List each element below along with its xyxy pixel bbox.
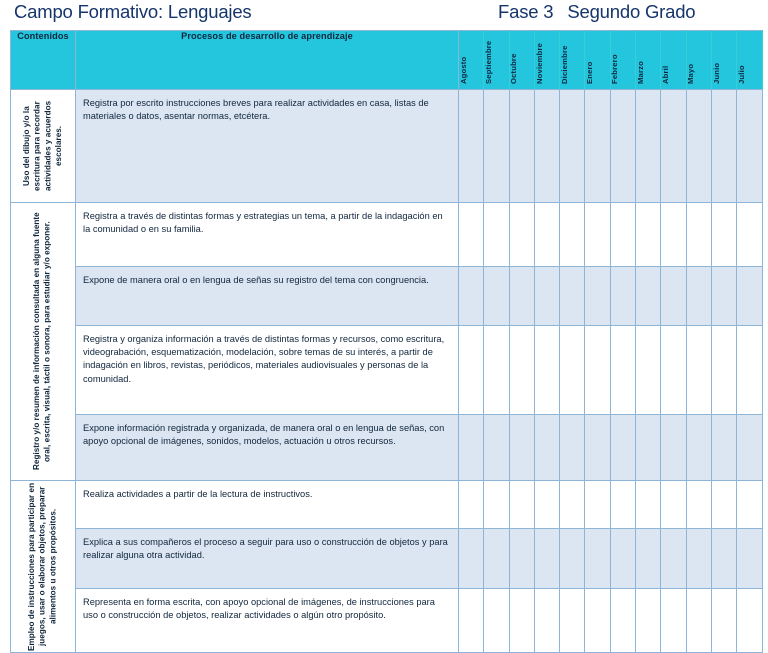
column-header-contenidos: Contenidos xyxy=(11,31,76,90)
month-cell-10[interactable] xyxy=(686,326,711,415)
month-cell-4[interactable] xyxy=(534,529,559,589)
month-cell-2[interactable] xyxy=(484,481,509,529)
month-cell-1[interactable] xyxy=(459,326,484,415)
month-cell-9[interactable] xyxy=(661,589,686,653)
month-cell-12[interactable] xyxy=(737,203,762,267)
column-header-procesos: Procesos de desarrollo de aprendizaje xyxy=(76,31,459,90)
month-cell-1[interactable] xyxy=(459,481,484,529)
month-cell-5[interactable] xyxy=(560,589,585,653)
month-cell-12[interactable] xyxy=(737,529,762,589)
header-row xyxy=(11,31,763,90)
planning-table xyxy=(10,30,763,653)
month-cell-12[interactable] xyxy=(737,90,762,203)
month-cell-2[interactable] xyxy=(484,267,509,326)
month-cell-2[interactable] xyxy=(484,415,509,481)
month-cell-10[interactable] xyxy=(686,529,711,589)
month-cell-6[interactable] xyxy=(585,529,610,589)
month-cell-7[interactable] xyxy=(610,267,635,326)
month-label: Marzo xyxy=(635,61,645,84)
page-title: Campo Formativo: Lenguajes xyxy=(14,1,252,22)
table-row xyxy=(11,529,763,589)
month-cell-8[interactable] xyxy=(636,326,661,415)
month-cell-7[interactable] xyxy=(610,415,635,481)
proceso-cell: Explica a sus compañeros el proceso a seguir para uso o construcción de objetos y para realizar alguna otra actividad. xyxy=(76,529,459,589)
column-header-month-12 xyxy=(737,31,762,90)
month-label: Diciembre xyxy=(559,45,569,84)
month-cell-10[interactable] xyxy=(686,90,711,203)
column-header-month-1 xyxy=(459,31,484,90)
table-row xyxy=(11,90,763,203)
month-cell-10[interactable] xyxy=(686,415,711,481)
table-row xyxy=(11,415,763,481)
month-cell-8[interactable] xyxy=(636,415,661,481)
table-row xyxy=(11,589,763,653)
contenido-cell-1 xyxy=(11,90,76,203)
month-cell-9[interactable] xyxy=(661,415,686,481)
month-cell-6[interactable] xyxy=(585,90,610,203)
column-header-month-8 xyxy=(636,31,661,90)
month-cell-5[interactable] xyxy=(560,529,585,589)
month-cell-7[interactable] xyxy=(610,529,635,589)
month-cell-6[interactable] xyxy=(585,267,610,326)
month-cell-12[interactable] xyxy=(737,415,762,481)
month-cell-2[interactable] xyxy=(484,90,509,203)
proceso-cell: Expone información registrada y organizada, de manera oral o en lengua de señas, con apoyo opcional de imágenes, sonidos, modelos, actuación u otros recursos. xyxy=(76,415,459,481)
month-cell-8[interactable] xyxy=(636,529,661,589)
contenido-cell-2 xyxy=(11,203,76,481)
table-body xyxy=(11,90,763,653)
month-cell-3[interactable] xyxy=(509,326,534,415)
month-cell-12[interactable] xyxy=(737,589,762,653)
table-row xyxy=(11,481,763,529)
month-cell-6[interactable] xyxy=(585,326,610,415)
month-cell-2[interactable] xyxy=(484,326,509,415)
month-cell-9[interactable] xyxy=(661,529,686,589)
month-label: Mayo xyxy=(686,63,696,84)
month-cell-1[interactable] xyxy=(459,90,484,203)
month-cell-1[interactable] xyxy=(459,529,484,589)
month-cell-11[interactable] xyxy=(711,267,736,326)
month-cell-1[interactable] xyxy=(459,267,484,326)
column-header-month-2 xyxy=(484,31,509,90)
proceso-cell: Registra y organiza información a través de distintas formas y recursos, como escritura, videograbación, esquematización, modelación, sobre temas de su interés, a partir de indagación en libros, revistas, periódicos, materiales audiovisuales y personas de la comunidad. xyxy=(76,326,459,415)
month-cell-4[interactable] xyxy=(534,326,559,415)
proceso-cell: Registra a través de distintas formas y estrategias un tema, a partir de la indagación en la comunidad o en su familia. xyxy=(76,203,459,267)
month-cell-4[interactable] xyxy=(534,90,559,203)
month-cell-3[interactable] xyxy=(509,529,534,589)
month-cell-11[interactable] xyxy=(711,529,736,589)
month-cell-5[interactable] xyxy=(560,203,585,267)
month-cell-4[interactable] xyxy=(534,203,559,267)
month-cell-5[interactable] xyxy=(560,415,585,481)
month-cell-8[interactable] xyxy=(636,203,661,267)
month-cell-9[interactable] xyxy=(661,481,686,529)
month-cell-6[interactable] xyxy=(585,415,610,481)
contenido-label: Empleo de instrucciones para participar en juegos, usar o elaborar objetos, preparar alimentos u otros propósitos. xyxy=(26,482,58,651)
month-cell-3[interactable] xyxy=(509,481,534,529)
column-header-month-4 xyxy=(534,31,559,90)
month-cell-2[interactable] xyxy=(484,529,509,589)
month-cell-7[interactable] xyxy=(610,481,635,529)
month-cell-10[interactable] xyxy=(686,267,711,326)
month-cell-9[interactable] xyxy=(661,267,686,326)
month-cell-10[interactable] xyxy=(686,589,711,653)
proceso-cell: Representa en forma escrita, con apoyo opcional de imágenes, de instrucciones para uso o construcción de objetos, realizar actividades o algún otro propósito. xyxy=(76,589,459,653)
table-row xyxy=(11,326,763,415)
month-label: Febrero xyxy=(610,54,620,84)
month-cell-11[interactable] xyxy=(711,326,736,415)
month-cell-2[interactable] xyxy=(484,203,509,267)
month-label: Noviembre xyxy=(534,42,544,84)
month-cell-4[interactable] xyxy=(534,481,559,529)
month-cell-1[interactable] xyxy=(459,415,484,481)
month-cell-5[interactable] xyxy=(560,481,585,529)
month-cell-7[interactable] xyxy=(610,203,635,267)
month-cell-4[interactable] xyxy=(534,589,559,653)
title-bar xyxy=(0,0,768,28)
month-cell-12[interactable] xyxy=(737,326,762,415)
month-cell-11[interactable] xyxy=(711,90,736,203)
proceso-cell: Realiza actividades a partir de la lectura de instructivos. xyxy=(76,481,459,529)
table-head xyxy=(11,31,763,90)
column-header-month-7 xyxy=(610,31,635,90)
month-cell-7[interactable] xyxy=(610,589,635,653)
month-cell-11[interactable] xyxy=(711,481,736,529)
month-cell-7[interactable] xyxy=(610,90,635,203)
month-label: Junio xyxy=(711,62,721,84)
contenido-label: Registro y/o resumen de información consultada en alguna fuente oral, escrita, visual, táctil o sonora, para estudiar y/o exponer. xyxy=(32,212,52,471)
column-header-month-10 xyxy=(686,31,711,90)
month-cell-10[interactable] xyxy=(686,481,711,529)
month-cell-11[interactable] xyxy=(711,203,736,267)
month-cell-11[interactable] xyxy=(711,589,736,653)
month-cell-7[interactable] xyxy=(610,326,635,415)
month-cell-12[interactable] xyxy=(737,481,762,529)
month-cell-8[interactable] xyxy=(636,481,661,529)
proceso-cell: Registra por escrito instrucciones breves para realizar actividades en casa, listas de materiales o datos, asentar normas, etcétera. xyxy=(76,90,459,203)
phase-grade-title xyxy=(498,1,695,23)
month-cell-3[interactable] xyxy=(509,415,534,481)
month-cell-6[interactable] xyxy=(585,203,610,267)
column-header-month-5 xyxy=(560,31,585,90)
month-cell-9[interactable] xyxy=(661,90,686,203)
phase-label: Fase 3 xyxy=(498,1,554,22)
month-label: Octubre xyxy=(509,53,519,84)
proceso-cell: Expone de manera oral o en lengua de señas su registro del tema con congruencia. xyxy=(76,267,459,326)
month-label: Enero xyxy=(585,61,595,84)
month-label: Julio xyxy=(736,65,746,84)
month-cell-3[interactable] xyxy=(509,90,534,203)
month-label: Septiembre xyxy=(483,40,493,84)
month-cell-8[interactable] xyxy=(636,589,661,653)
month-cell-11[interactable] xyxy=(711,415,736,481)
contenido-label: Uso del dibujo y/o la escritura para recordar actividades y acuerdos escolares. xyxy=(21,100,63,192)
table-row xyxy=(11,267,763,326)
month-cell-6[interactable] xyxy=(585,589,610,653)
contenido-cell-3 xyxy=(11,481,76,653)
month-cell-5[interactable] xyxy=(560,90,585,203)
month-cell-3[interactable] xyxy=(509,267,534,326)
column-header-month-11 xyxy=(711,31,736,90)
month-cell-4[interactable] xyxy=(534,415,559,481)
month-cell-1[interactable] xyxy=(459,589,484,653)
month-cell-9[interactable] xyxy=(661,326,686,415)
month-cell-2[interactable] xyxy=(484,589,509,653)
month-cell-5[interactable] xyxy=(560,267,585,326)
month-cell-4[interactable] xyxy=(534,267,559,326)
grade-label: Segundo Grado xyxy=(567,1,696,22)
month-cell-12[interactable] xyxy=(737,267,762,326)
month-cell-10[interactable] xyxy=(686,203,711,267)
column-header-month-9 xyxy=(661,31,686,90)
month-label: Agosto xyxy=(458,56,468,84)
month-cell-8[interactable] xyxy=(636,90,661,203)
column-header-month-3 xyxy=(509,31,534,90)
month-cell-3[interactable] xyxy=(509,203,534,267)
month-cell-3[interactable] xyxy=(509,589,534,653)
table-row xyxy=(11,203,763,267)
column-header-month-6 xyxy=(585,31,610,90)
month-cell-8[interactable] xyxy=(636,267,661,326)
month-cell-5[interactable] xyxy=(560,326,585,415)
month-cell-6[interactable] xyxy=(585,481,610,529)
month-cell-1[interactable] xyxy=(459,203,484,267)
month-cell-9[interactable] xyxy=(661,203,686,267)
month-label: Abril xyxy=(661,65,671,84)
